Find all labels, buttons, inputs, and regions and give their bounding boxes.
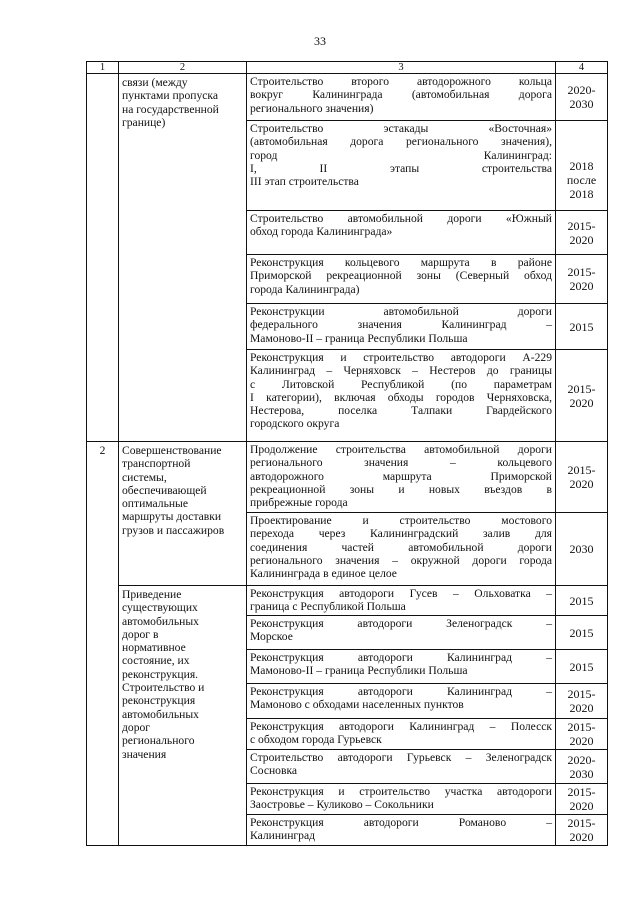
year-cell (556, 784, 608, 815)
task-line: дорог в (122, 627, 159, 641)
task-line: существующих (122, 601, 198, 615)
year-line: 2015 (569, 319, 594, 334)
year-cell (556, 211, 608, 255)
year-line: 2015- (567, 816, 596, 830)
measure-line: Сосновка (250, 764, 298, 778)
measure-line: соединения частей автомобильной дороги (250, 540, 552, 554)
year-line: 2030 (569, 542, 594, 556)
measure-line: перехода через Калининградский залив для (250, 527, 552, 541)
measure-line: Строительство автомобильной дороги «Южный (250, 212, 552, 225)
measure-line: рекреационной зоны и новых въездов в (250, 482, 552, 496)
year-cell (556, 513, 608, 586)
row-number (87, 74, 119, 442)
measure-line: I, II этапы строительства (250, 161, 552, 175)
table-row (87, 442, 608, 513)
year-line: 2020 (569, 830, 594, 844)
measure-line: Реконструкция автодороги Романово – (250, 816, 552, 829)
measure-cell (247, 211, 556, 255)
measure-line: I категории), включая обходы городов Черняховска, (250, 390, 552, 404)
header-col-1: 1 (87, 62, 119, 74)
task-line: связи (между (122, 76, 188, 89)
year-line: 2018 (569, 158, 594, 173)
task-cell (119, 442, 247, 586)
task-line: грузов и пассажиров (122, 523, 225, 537)
measure-line: Морское (250, 630, 293, 644)
year-cell (556, 586, 608, 616)
year-line: 2015- (567, 381, 596, 396)
task-line: значения (122, 747, 167, 761)
year-cell (556, 616, 608, 650)
task-line: на государственной (122, 102, 219, 116)
year-line: 2020- (567, 83, 596, 97)
measure-cell (247, 121, 556, 211)
year-line: 2020 (569, 701, 594, 715)
measure-line: прибрежные города (250, 496, 348, 510)
measure-line: регионального значения – окружной дороги города (250, 553, 552, 567)
year-line: 2020 (569, 395, 594, 410)
year-line: 2015- (567, 720, 596, 734)
measure-line: городского округа (250, 417, 340, 431)
year-cell (556, 350, 608, 442)
year-line: 2020 (569, 477, 594, 491)
measure-line: Реконструкция автодороги Зеленоградск – (250, 617, 552, 630)
year-line (557, 131, 606, 145)
task-line: маршруты доставки (122, 510, 222, 524)
measure-line: Нестерова, поселка Талпаки Гвардейского (250, 404, 552, 418)
measure-line: регионального значения – кольцевого (250, 456, 552, 470)
measure-cell (247, 350, 556, 442)
header-col-3: 3 (247, 62, 556, 74)
year-line: 2020 (569, 232, 594, 247)
task-line: нормативное (122, 641, 186, 655)
measure-line: Калининград (250, 829, 316, 843)
measure-cell (247, 255, 556, 304)
year-cell (556, 815, 608, 846)
task-line: Строительство и (122, 681, 205, 695)
measure-line: Реконструкции автомобильной дороги (250, 305, 552, 318)
year-cell (556, 255, 608, 304)
year-line: 2015- (567, 265, 596, 279)
measure-cell (247, 815, 556, 846)
measure-line: с обходом города Гурьевск (250, 733, 382, 747)
year-line: 2015- (567, 785, 596, 799)
measure-line: Реконструкция автодороги Калининград – (250, 685, 552, 698)
header-row (87, 62, 608, 74)
measure-line: Мамоново-II – граница Республики Польша (250, 331, 468, 345)
task-line: автомобильных (122, 614, 199, 628)
year-line: 2020 (569, 734, 594, 748)
task-line: транспортной (122, 457, 191, 471)
measure-line: Калининграда в единое целое (250, 567, 397, 581)
measure-line: III этап строительства (250, 175, 359, 189)
year-cell (556, 442, 608, 513)
measure-cell (247, 74, 556, 121)
measure-cell (247, 304, 556, 350)
year-cell (556, 121, 608, 211)
task-line: дорог (122, 720, 151, 734)
measure-line: Реконструкция и строительство участка автодороги (250, 785, 552, 798)
measure-cell (247, 784, 556, 815)
year-line: 2015 (569, 659, 594, 674)
measure-line: Проектирование и строительство мостового (250, 514, 552, 527)
task-line: Приведение (122, 588, 182, 601)
task-line: состояние, их (122, 654, 190, 668)
measure-line: Строительство эстакады «Восточная» (250, 122, 552, 135)
task-line: границе) (122, 115, 166, 129)
year-line: 2015- (567, 687, 596, 701)
year-line: 2015- (567, 218, 596, 233)
year-cell (556, 684, 608, 719)
year-line: 2030 (569, 766, 594, 781)
year-cell (556, 304, 608, 350)
year-line: 2015- (567, 463, 596, 477)
measure-line: с Литовской Республикой (по параметрам (250, 377, 552, 391)
header-col-2: 2 (119, 62, 247, 74)
measure-line: Мамоново-II – граница Республики Польша (250, 664, 468, 678)
measure-line: (автомобильная дорога регионального значения), (250, 135, 552, 149)
measure-line: автодорожного маршрута Приморской (250, 469, 552, 483)
measure-cell (247, 719, 556, 750)
task-line: обеспечивающей (122, 483, 207, 497)
measure-line: Реконструкция кольцевого маршрута в районе (250, 256, 552, 269)
measures-table (86, 61, 608, 846)
page-number: 33 (314, 34, 326, 48)
measure-line: Продолжение строительства автомобильной дороги (250, 443, 552, 456)
measure-line: Реконструкция автодороги Калининград – (250, 651, 552, 664)
measure-line: граница с Республикой Польша (250, 600, 406, 614)
task-cell (119, 586, 247, 846)
measure-line: обход города Калининграда» (250, 225, 393, 239)
row-number: 2 (87, 442, 119, 846)
task-line: автомобильных (122, 707, 199, 721)
year-line: 2020 (569, 279, 594, 293)
measure-line: федерального значения Калининград – (250, 318, 552, 332)
measure-line: Строительство автодороги Гурьевск – Зеленоградск (250, 751, 552, 764)
task-line: системы, (122, 470, 167, 484)
measure-cell (247, 650, 556, 684)
table-row (87, 74, 608, 121)
task-line: Совершенствование (122, 444, 222, 457)
measure-line: Приморской рекреационной зоны (Северный обход (250, 269, 552, 283)
task-line: реконструкция. (122, 667, 199, 681)
measure-line: регионального значения) (250, 101, 374, 115)
year-line: 2020- (567, 752, 596, 767)
year-line: 2015 (569, 625, 594, 640)
measure-cell (247, 442, 556, 513)
header-col-4: 4 (556, 62, 608, 74)
measure-line: вокруг Калининграда (автомобильная дорога (250, 88, 552, 102)
measure-cell (247, 616, 556, 650)
year-cell (556, 750, 608, 784)
measure-line: города Калининграда) (250, 282, 360, 296)
year-line: 2020 (569, 799, 594, 813)
year-cell (556, 650, 608, 684)
year-cell (556, 719, 608, 750)
measure-cell (247, 750, 556, 784)
measure-cell (247, 513, 556, 586)
measure-cell (247, 684, 556, 719)
measure-line: Реконструкция и строительство автодороги А-229 (250, 351, 552, 364)
task-line: регионального (122, 734, 195, 748)
measure-cell (247, 586, 556, 616)
measure-line: город Калининград: (250, 148, 552, 162)
measure-line: Реконструкция автодороги Калининград – Полесск (250, 720, 552, 733)
task-line: реконструкция (122, 694, 196, 708)
year-cell (556, 74, 608, 121)
year-line: 2015 (569, 593, 594, 608)
year-line: после (566, 172, 597, 187)
measure-line: Мамоново с обходами населенных пунктов (250, 698, 464, 712)
measure-line: Заостровье – Куликово – Сокольники (250, 798, 434, 812)
task-cell (119, 74, 247, 442)
measure-line: Калининград – Черняховск – Нестеров до границы (250, 364, 552, 378)
task-line: оптимальные (122, 497, 188, 511)
measure-line: Реконструкция автодороги Гусев – Ольховатка – (250, 587, 552, 600)
task-line: пунктами пропуска (122, 89, 219, 103)
year-line: 2030 (569, 97, 594, 111)
year-line (557, 145, 606, 159)
table-row (87, 586, 608, 616)
measure-line: Строительство второго автодорожного кольца (250, 75, 552, 88)
year-line: 2018 (569, 186, 594, 201)
